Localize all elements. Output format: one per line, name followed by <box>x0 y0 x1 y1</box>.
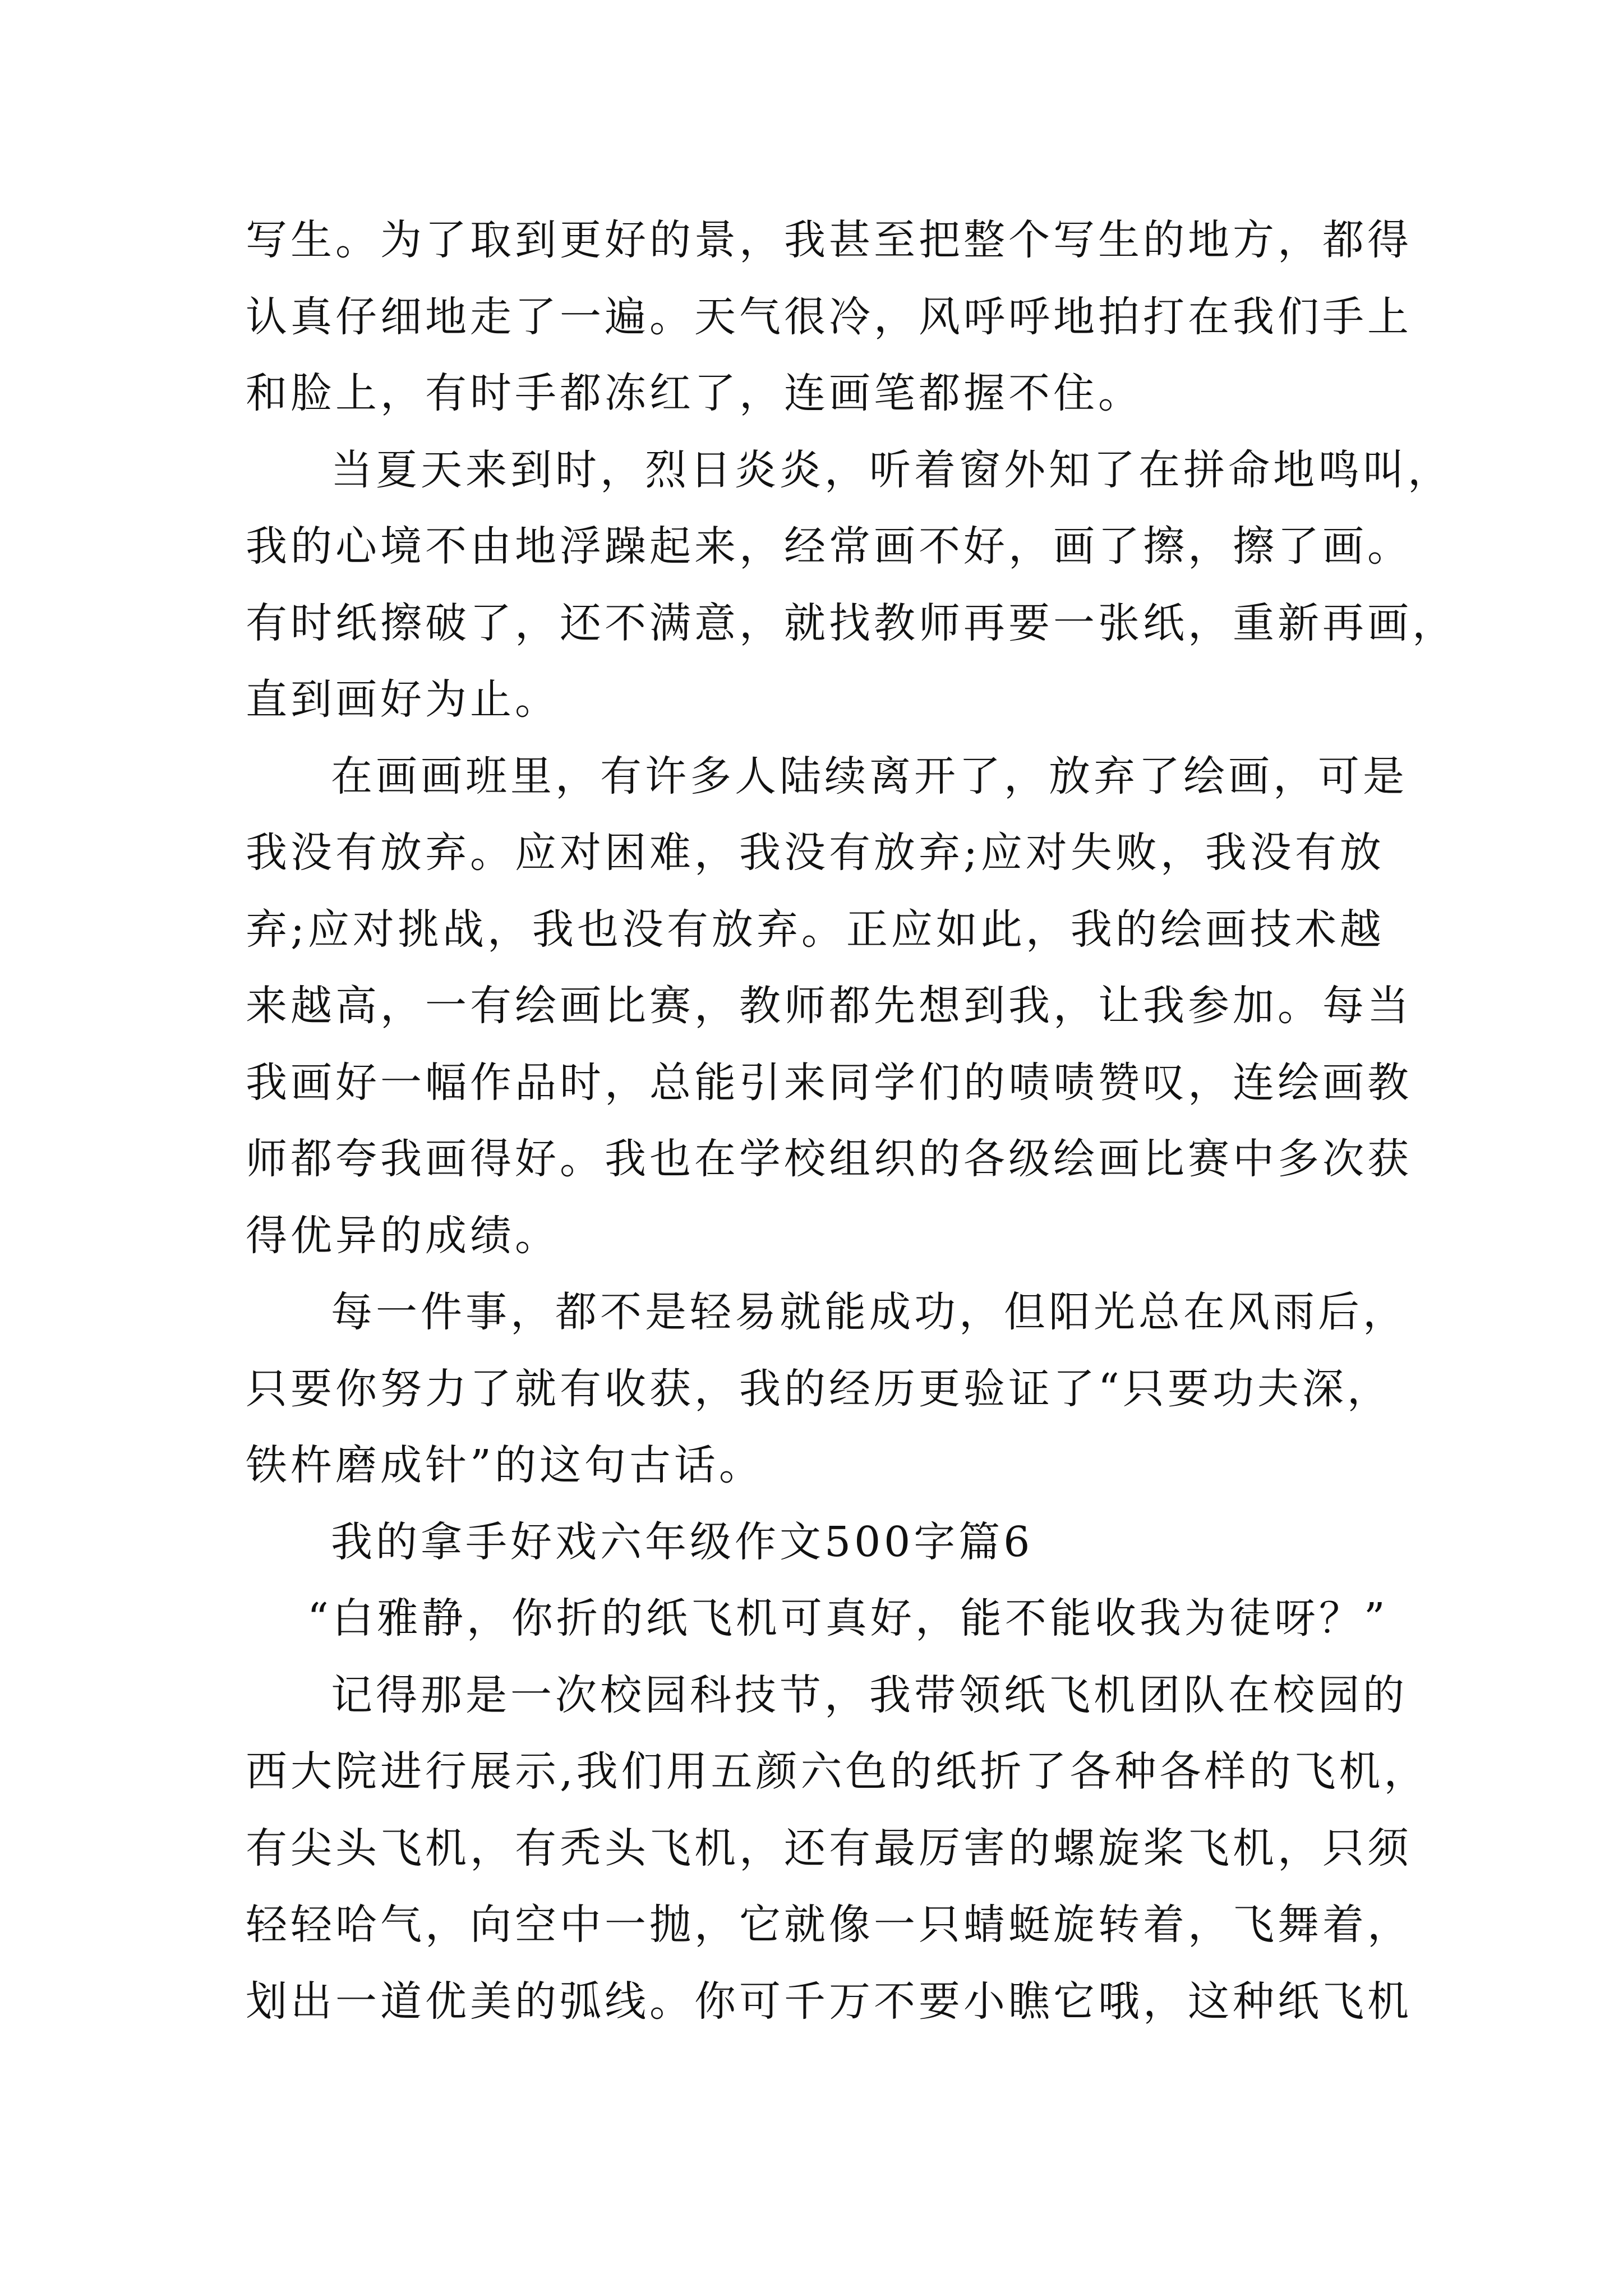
quote-line: “白雅静，你折的纸飞机可真好，能不能收我为徒呀？” <box>307 1594 1389 1642</box>
text-line: 得优异的成绩。 <box>246 1211 560 1260</box>
text-line: 师都夸我画得好。我也在学校组织的各级绘画比赛中多次获 <box>246 1135 1412 1183</box>
paragraph-start-line: 每一件事，都不是轻易就能成功，但阳光总在风雨后， <box>331 1288 1408 1336</box>
section-heading: 我的拿手好戏六年级作文500字篇6 <box>331 1517 1034 1566</box>
text-line: 划出一道优美的弧线。你可千万不要小瞧它哦，这种纸飞机 <box>246 1977 1412 2026</box>
text-line: 我的心境不由地浮躁起来，经常画不好，画了擦，擦了画。 <box>246 522 1412 570</box>
text-line: 轻轻哈气，向空中一抛，它就像一只蜻蜓旋转着，飞舞着， <box>246 1901 1412 1949</box>
text-line: 西大院进行展示,我们用五颜六色的纸折了各种各样的飞机， <box>246 1747 1429 1796</box>
paragraph-start-line: 在画画班里，有许多人陆续离开了，放弃了绘画，可是 <box>331 752 1408 800</box>
text-line: 直到画好为止。 <box>246 675 560 724</box>
text-line: 来越高，一有绘画比赛，教师都先想到我，让我参加。每当 <box>246 982 1412 1030</box>
text-line: 我没有放弃。应对困难，我没有放弃;应对失败，我没有放 <box>246 829 1385 877</box>
text-line: 铁杵磨成针”的这句古话。 <box>246 1441 764 1489</box>
text-line: 和脸上，有时手都冻红了，连画笔都握不住。 <box>246 369 1143 417</box>
text-line: 弃;应对挑战，我也没有放弃。正应如此，我的绘画技术越 <box>246 905 1385 954</box>
article-body <box>246 202 1457 2040</box>
text-line: 有尖头飞机，有秃头飞机，还有最厉害的螺旋桨飞机，只须 <box>246 1824 1412 1872</box>
text-line: 只要你努力了就有收获，我的经历更验证了“只要功夫深， <box>246 1364 1392 1413</box>
text-line: 有时纸擦破了，还不满意，就找教师再要一张纸，重新再画， <box>246 599 1457 647</box>
text-line: 我画好一幅作品时，总能引来同学们的啧啧赞叹，连绘画教 <box>246 1058 1412 1107</box>
text-line: 认真仔细地走了一遍。天气很冷，风呼呼地拍打在我们手上 <box>246 292 1412 341</box>
paragraph-start-line: 当夏天来到时，烈日炎炎，听着窗外知了在拼命地鸣叫， <box>331 445 1453 494</box>
paragraph-start-line: 记得那是一次校园科技节，我带领纸飞机团队在校园的 <box>331 1671 1408 1719</box>
text-line: 写生。为了取到更好的景，我甚至把整个写生的地方，都得 <box>246 216 1412 264</box>
